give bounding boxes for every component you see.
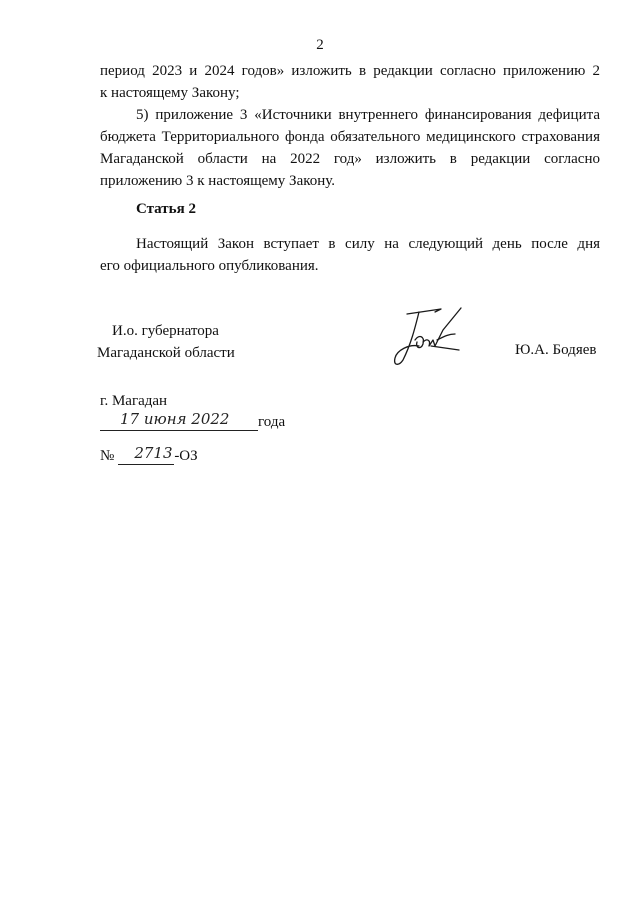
handwritten-date: 17 июня 2022 bbox=[120, 410, 230, 428]
text-line: Магаданской области на 2022 год» изложить в редакции согласно bbox=[100, 151, 600, 167]
number-sign: № bbox=[100, 448, 115, 464]
article-heading: Статья 2 bbox=[136, 201, 196, 217]
law-number-line bbox=[100, 446, 198, 465]
article-2-paragraph bbox=[100, 233, 600, 277]
number-blank bbox=[118, 446, 174, 465]
handwritten-number: 2713 bbox=[134, 444, 173, 462]
date-line bbox=[100, 412, 285, 431]
signature-image bbox=[385, 300, 475, 372]
text-line: Настоящий Закон вступает в силу на следующий день после дня bbox=[136, 236, 600, 252]
text-line: 5) приложение 3 «Источники внутреннего финансирования дефицита bbox=[136, 107, 600, 123]
text-line: к настоящему Закону; bbox=[100, 85, 240, 101]
handwritten-signature bbox=[385, 300, 475, 377]
signatory-name: Ю.А. Бодяев bbox=[515, 342, 597, 358]
signatory-title-line1: И.о. губернатора bbox=[112, 323, 219, 339]
item-5-paragraph bbox=[100, 104, 600, 192]
date-blank bbox=[100, 412, 258, 431]
page-number: 2 bbox=[316, 37, 324, 53]
text-line: приложению 3 к настоящему Закону. bbox=[100, 173, 336, 189]
signatory-title-line2: Магаданской области bbox=[97, 345, 235, 361]
place-of-signing: г. Магадан bbox=[100, 393, 168, 409]
number-suffix: -ОЗ bbox=[174, 448, 198, 464]
date-suffix: года bbox=[258, 414, 286, 430]
continuation-paragraph bbox=[100, 60, 600, 104]
text-line: бюджета Территориального фонда обязательного медицинского страхования bbox=[100, 129, 600, 145]
text-line: его официального опубликования. bbox=[100, 258, 319, 274]
text-line: период 2023 и 2024 годов» изложить в редакции согласно приложению 2 bbox=[100, 63, 600, 79]
